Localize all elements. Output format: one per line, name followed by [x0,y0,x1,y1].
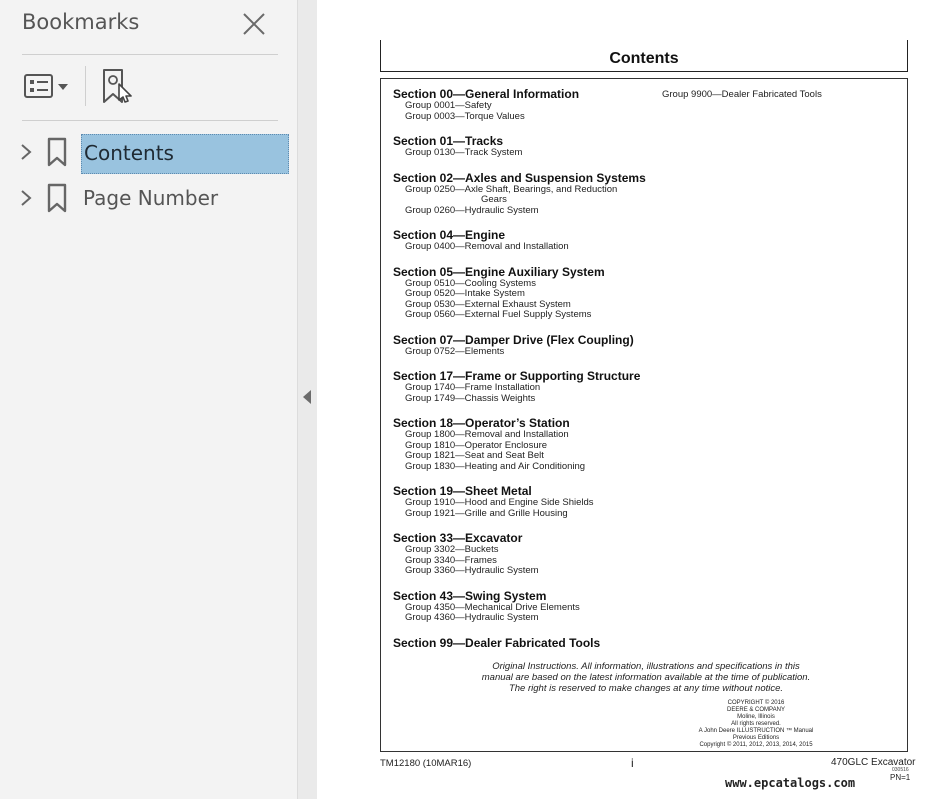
group-entry[interactable]: Group 3340—Frames [405,554,497,566]
group-entry[interactable]: Group 1800—Removal and Installation [405,429,569,440]
toc-section [393,589,693,624]
copyright-line: A John Deere ILLUSTRUCTION ™ Manual [698,728,814,734]
section-title[interactable]: Section 00—General Information [393,87,580,101]
new-bookmark-button[interactable] [100,68,136,104]
copyright-block [681,700,831,749]
collapse-panel-arrow-icon[interactable] [303,390,311,404]
group-entry[interactable]: Group 0001—Safety [405,100,492,111]
copyright-line: Moline, Illinois [737,714,775,720]
document-page [317,0,939,799]
group-entry[interactable]: Group 0530—External Exhaust System [405,298,571,310]
group-entry[interactable]: Group 1810—Operator Enclosure [405,439,548,451]
toc-section [393,636,693,650]
toolbar-divider [22,120,278,121]
section-title[interactable]: Section 18—Operator’s Station [393,416,570,430]
watermark: www.epcatalogs.com [725,776,856,790]
group-entry[interactable]: Group 0400—Removal and Installation [405,241,569,252]
toc-section [393,134,693,159]
group-entry[interactable]: Group 3360—Hydraulic System [405,565,539,576]
notice-line: Original Instructions. All information, illustrations and specifications in this [492,661,800,672]
group-entry[interactable]: Group 0130—Track System [405,147,523,158]
group-entry[interactable]: Group 0003—Torque Values [405,110,525,122]
copyright-line: DEERE & COMPANY [727,707,785,713]
group-entry[interactable]: Group 3302—Buckets [405,544,499,555]
section-title[interactable]: Section 04—Engine [393,228,506,242]
section-title[interactable]: Section 05—Engine Auxiliary System [393,264,605,279]
bookmark-icon [46,137,68,167]
group-entry[interactable]: Group 1910—Hood and Engine Side Shields [405,497,594,508]
group-entry[interactable]: Group 1740—Frame Installation [405,382,541,393]
section-title[interactable]: Section 07—Damper Drive (Flex Coupling) [393,332,634,347]
close-icon [240,10,268,38]
section-title[interactable]: Section 17—Frame or Supporting Structure [393,369,641,383]
section-title[interactable]: Section 02—Axles and Suspension Systems [393,170,646,185]
page-title: Contents [609,50,679,67]
notice-line: manual are based on the latest information available at the time of publication. [481,671,811,683]
contents-box [380,78,908,752]
group-entry[interactable]: Group 4350—Mechanical Drive Elements [405,601,580,613]
toolbar-separator [85,66,86,106]
bookmark-icon [46,183,68,213]
group-entry[interactable]: Group 1921—Grille and Grille Housing [405,507,568,519]
copyright-line: All rights reserved. [731,721,781,727]
footer-page-number: i [631,756,634,770]
toc-left-column [393,87,693,662]
group-entry-continuation[interactable]: Gears [481,194,507,205]
section-title[interactable]: Section 43—Swing System [393,588,547,603]
group-entry[interactable]: Group 4360—Hydraulic System [405,612,539,623]
copyright-line: Copyright © 2011, 2012, 2013, 2014, 2015 [699,742,813,748]
copyright-line: Previous Editions [732,735,780,741]
toc-section [393,228,693,253]
bookmark-item-page-number[interactable] [16,179,290,217]
toc-section [393,369,693,404]
panel-splitter[interactable] [297,0,317,799]
group-entry[interactable]: Group 0250—Axle Shaft, Bearings, and Reduction [405,183,618,195]
bookmarks-panel [0,0,297,799]
copyright-line: COPYRIGHT © 2016 [727,700,785,706]
section-title[interactable]: Section 01—Tracks [393,134,504,148]
bookmark-label[interactable]: Page Number [83,186,219,210]
toc-section [393,531,693,577]
bookmark-item-contents[interactable] [16,133,290,171]
footer-doc-id: TM12180 (10MAR16) [380,758,472,769]
group-entry[interactable]: Group 1821—Seat and Seat Belt [405,450,544,461]
list-options-icon [24,72,72,102]
bookmark-label[interactable]: Contents [81,134,289,174]
new-bookmark-icon [100,68,136,104]
toc-section [393,171,693,217]
group-entry[interactable]: Group 0520—Intake System [405,288,525,299]
group-entry[interactable]: Group 0260—Hydraulic System [405,204,539,216]
close-panel-button[interactable] [240,10,268,38]
group-entry[interactable]: Group 1749—Chassis Weights [405,392,536,404]
panel-title: Bookmarks [22,10,140,34]
publication-notice [421,662,871,694]
footer-page-code: PN=1 [890,773,911,782]
toc-section [393,87,693,122]
toc-section [393,416,693,472]
group-entry[interactable]: Group 0560—External Fuel Supply Systems [405,309,592,320]
chevron-right-icon[interactable] [18,142,34,162]
footer-model: 470GLC Excavator [831,757,916,768]
chevron-right-icon[interactable] [18,188,34,208]
toc-section [393,484,693,519]
section-title[interactable]: Section 99—Dealer Fabricated Tools [393,635,601,650]
section-title[interactable]: Section 33—Excavator [393,531,523,545]
toc-section [393,265,693,321]
section-title[interactable]: Section 19—Sheet Metal [393,484,532,498]
footer-date-code: 030516 [892,767,909,773]
panel-divider [22,54,278,55]
group-entry[interactable]: Group 0752—Elements [405,345,505,357]
group-entry[interactable]: Group 1830—Heating and Air Conditioning [405,460,586,472]
toc-section [393,333,693,358]
toc-right-group[interactable]: Group 9900—Dealer Fabricated Tools [662,89,822,100]
bookmark-options-button[interactable] [24,72,72,102]
group-entry[interactable]: Group 0510—Cooling Systems [405,277,536,289]
notice-line: The right is reserved to make changes at any time without notice. [508,682,784,694]
